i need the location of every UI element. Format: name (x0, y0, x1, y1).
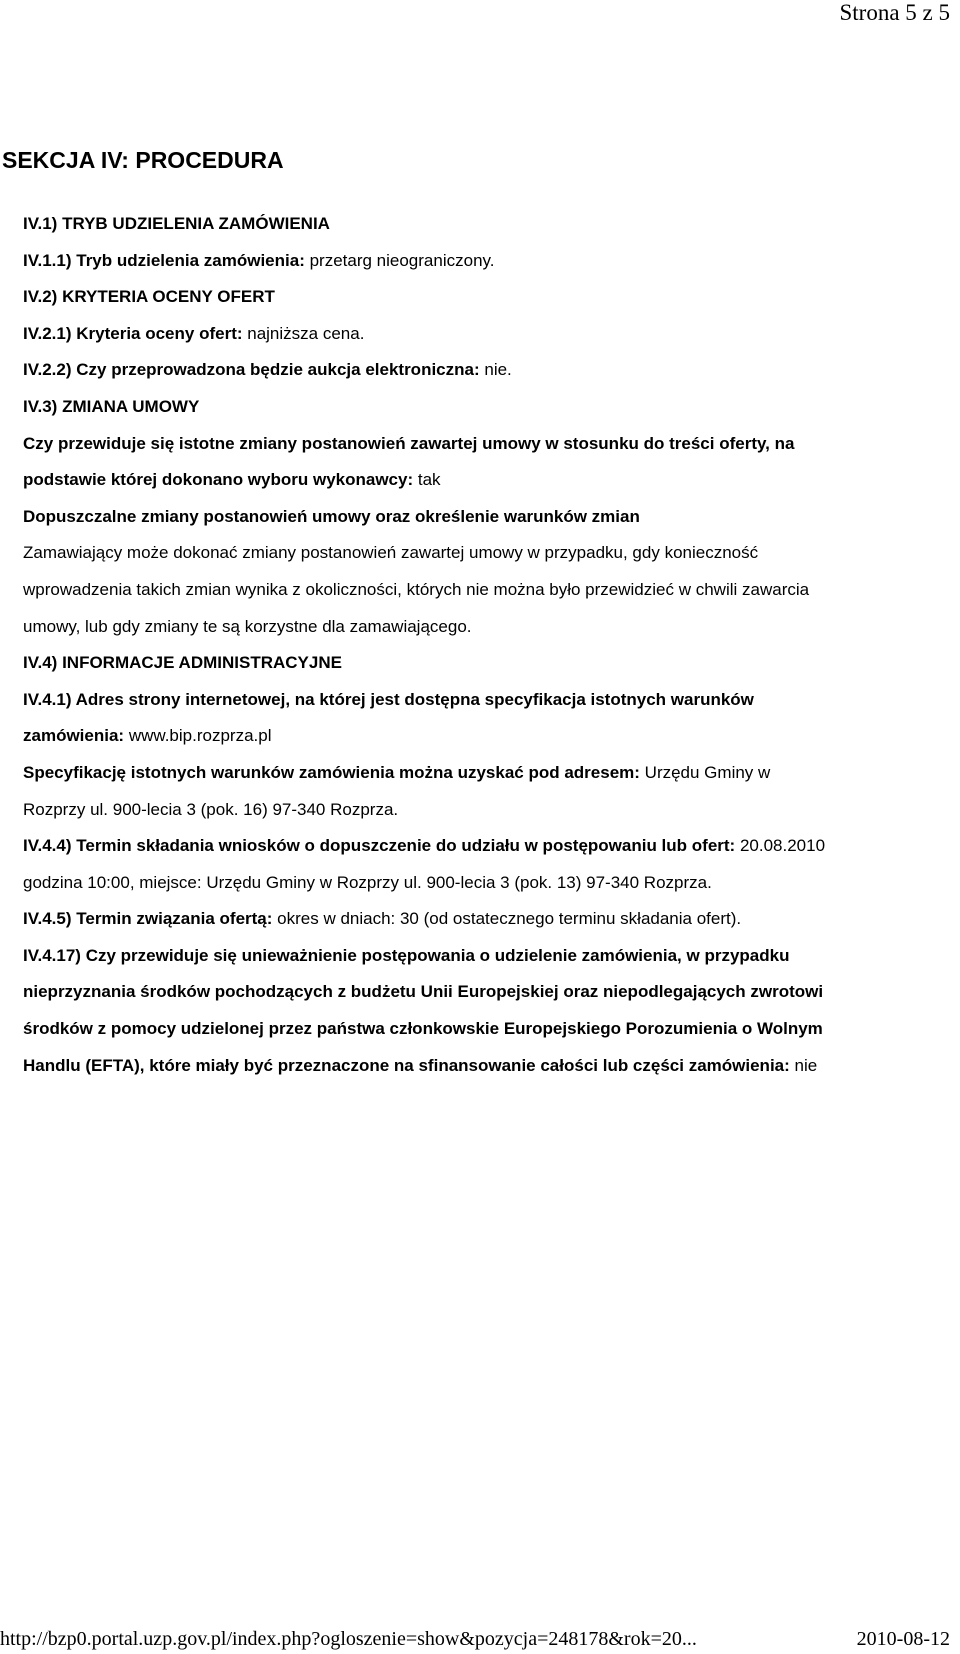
footer-url: http://bzp0.portal.uzp.gov.pl/index.php?ogloszenie=show&pozycja=248178&rok=20... (0, 1628, 697, 1650)
label: Dopuszczalne zmiany postanowień umowy oraz określenie warunków zmian (23, 506, 640, 526)
line-istotne-zmiany (23, 426, 945, 463)
line-uniewaznienie-4 (23, 1048, 945, 1085)
section-title: SEKCJA IV: PROCEDURA (2, 147, 284, 173)
value: godzina 10:00, miejsce: Urzędu Gminy w Rozprzy ul. 900-lecia 3 (pok. 13) 97-340 Rozprza. (23, 872, 712, 892)
value: najniższa cena. (242, 323, 365, 343)
value: nie. (479, 360, 512, 380)
label: nieprzyznania środków pochodzących z budżetu Unii Europejskiej oraz niepodlegających zwrotowi (23, 982, 824, 1002)
label: IV.2) KRYTERIA OCENY OFERT (23, 287, 275, 307)
value: nie (789, 1055, 818, 1075)
line-kryteria-oceny-ofert (23, 316, 945, 353)
value: Urzędu Gminy w (639, 762, 771, 782)
value: www.bip.rozprza.pl (124, 726, 272, 746)
line-adres-strony (23, 682, 945, 719)
line-termin-zwiazania (23, 901, 945, 938)
line-zmiany-opis-1 (23, 535, 945, 572)
label: Czy przewiduje się istotne zmiany postanowień zawartej umowy w stosunku do treści oferty, na (23, 433, 795, 453)
value: 20.08.2010 (735, 836, 826, 856)
value: tak (413, 470, 441, 490)
footer-date: 2010-08-12 (856, 1628, 950, 1650)
label: IV.1) TRYB UDZIELENIA ZAMÓWIENIA (23, 214, 330, 233)
value: wprowadzenia takich zmian wynika z okoliczności, których nie można było przewidzieć w chwili zawarcia (23, 579, 810, 599)
value: przetarg nieograniczony. (304, 250, 495, 270)
line-uniewaznienie-1 (23, 938, 945, 975)
value: Zamawiający może dokonać zmiany postanowień zawartej umowy w przypadku, gdy konieczność (23, 543, 759, 563)
label: IV.2.1) Kryteria oceny ofert: (23, 323, 243, 343)
line-zmiany-opis-3 (23, 609, 945, 646)
value: okres w dniach: 30 (od ostatecznego terminu składania ofert). (272, 909, 742, 929)
line-zmiana-umowy (23, 389, 945, 426)
line-specyfikacja-adres (23, 755, 945, 792)
label: IV.4.1) Adres strony internetowej, na której jest dostępna specyfikacja istotnych warunków (23, 689, 754, 709)
label: Handlu (EFTA), które miały być przeznaczone na sfinansowanie całości lub części zamówienia: (23, 1055, 790, 1075)
label: IV.1.1) Tryb udzielenia zamówienia: (23, 250, 305, 270)
label: IV.4.17) Czy przewiduje się unieważnienie postępowania o udzielenie zamówienia, w przypadku (23, 945, 790, 965)
line-informacje-administracyjne (23, 645, 945, 682)
line-uniewaznienie-3 (23, 1011, 945, 1048)
value: Rozprzy ul. 900-lecia 3 (pok. 16) 97-340 Rozprza. (23, 799, 399, 819)
procedure-content (23, 206, 945, 1084)
line-termin-skladania (23, 828, 945, 865)
line-adres-strony-cont (23, 718, 945, 755)
label: IV.3) ZMIANA UMOWY (23, 396, 200, 416)
value: umowy, lub gdy zmiany te są korzystne dla zamawiającego. (23, 616, 472, 636)
label: IV.4) INFORMACJE ADMINISTRACYJNE (23, 653, 342, 673)
line-aukcja-elektroniczna (23, 352, 945, 389)
label: Specyfikację istotnych warunków zamówienia można uzyskać pod adresem: (23, 762, 640, 782)
label: środków z pomocy udzielonej przez państwa członkowskie Europejskiego Porozumienia o Wolnym (23, 1019, 823, 1039)
line-specyfikacja-adres-cont (23, 792, 945, 829)
label: zamówienia: (23, 726, 125, 746)
label: podstawie której dokonano wyboru wykonawcy: (23, 470, 414, 490)
line-dopuszczalne-zmiany (23, 499, 945, 536)
line-termin-skladania-cont (23, 865, 945, 902)
line-tryb-udzielenia-zamowienia (23, 243, 945, 280)
line-kryteria-oceny (23, 279, 945, 316)
label: IV.4.5) Termin związania ofertą: (23, 909, 273, 929)
line-tryb-udzielenia (23, 206, 945, 243)
label: IV.2.2) Czy przeprowadzona będzie aukcja elektroniczna: (23, 360, 480, 380)
label: IV.4.4) Termin składania wniosków o dopuszczenie do udziału w postępowaniu lub ofert: (23, 836, 736, 856)
line-istotne-zmiany-cont (23, 462, 945, 499)
page-indicator: Strona 5 z 5 (839, 0, 950, 25)
line-uniewaznienie-2 (23, 974, 945, 1011)
line-zmiany-opis-2 (23, 572, 945, 609)
